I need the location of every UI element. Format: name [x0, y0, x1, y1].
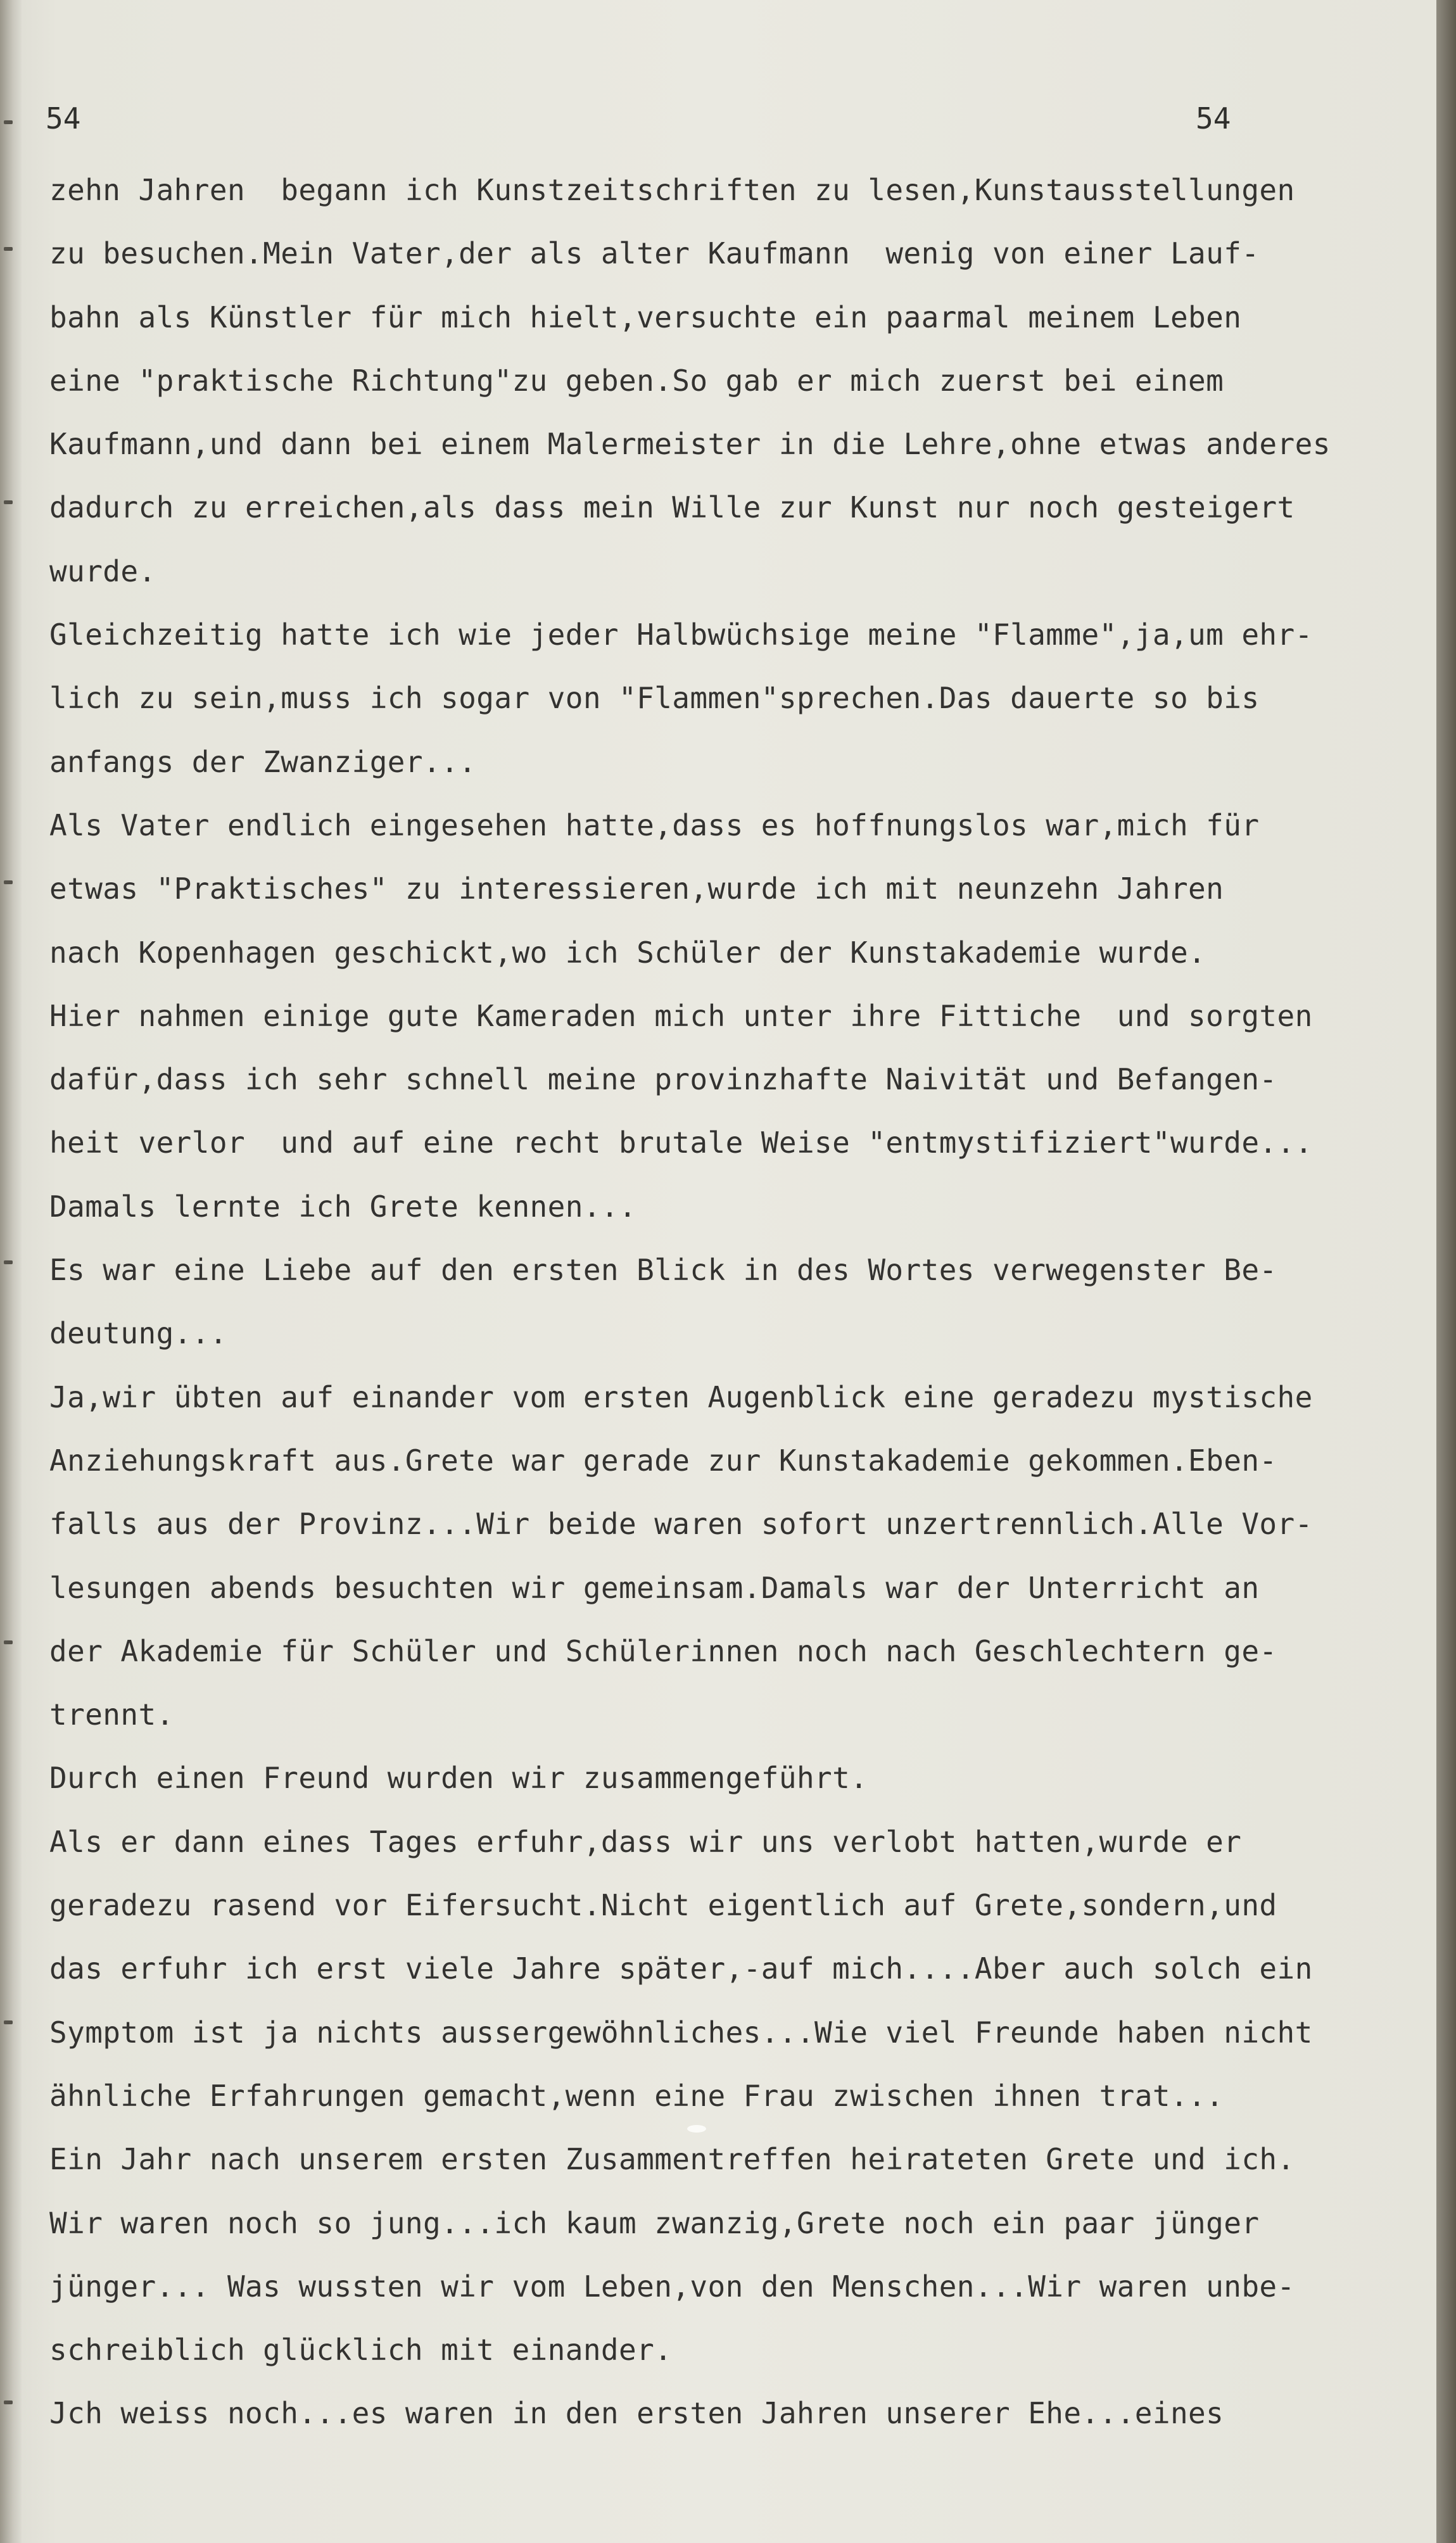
text-line: nach Kopenhagen geschickt,wo ich Schüler der Kunstakademie wurde. [49, 935, 1206, 970]
text-line: deutung... [49, 1316, 227, 1351]
page-number-right: 54 [1196, 101, 1231, 136]
text-line: geradezu rasend vor Eifersucht.Nicht eigentlich auf Grete,sondern,und [49, 1888, 1277, 1923]
binding-mark [4, 120, 13, 124]
binding-mark [4, 247, 13, 251]
paper-smudge [687, 2125, 706, 2133]
text-line: Wir waren noch so jung...ich kaum zwanzig,Grete noch ein paar jünger [49, 2205, 1260, 2240]
text-line: Ein Jahr nach unserem ersten Zusammentreffen heirateten Grete und ich. [49, 2142, 1295, 2177]
binding-mark [4, 500, 13, 504]
text-line: zehn Jahren begann ich Kunstzeitschriften zu lesen,Kunstausstellungen [49, 173, 1295, 207]
text-line: Hier nahmen einige gute Kameraden mich unter ihre Fittiche und sorgten [49, 998, 1313, 1033]
text-line: Anziehungskraft aus.Grete war gerade zur Kunstakademie gekommen.Eben- [49, 1443, 1277, 1478]
binding-spine [0, 0, 22, 2543]
text-line: Ja,wir übten auf einander vom ersten Augenblick eine geradezu mystische [49, 1379, 1313, 1414]
text-line: ähnliche Erfahrungen gemacht,wenn eine Frau zwischen ihnen trat... [49, 2078, 1224, 2113]
text-line: das erfuhr ich erst viele Jahre später,-auf mich....Aber auch solch ein [49, 1951, 1313, 1986]
text-line: trennt. [49, 1697, 174, 1732]
page-number-left: 54 [46, 101, 81, 136]
text-line: eine "praktische Richtung"zu geben.So gab er mich zuerst bei einem [49, 363, 1224, 398]
binding-mark [4, 2400, 13, 2404]
text-line: Symptom ist ja nichts aussergewöhnliches...Wie viel Freunde haben nicht [49, 2015, 1313, 2050]
text-line: lesungen abends besuchten wir gemeinsam.Damals war der Unterricht an [49, 1570, 1260, 1605]
text-line: schreiblich glücklich mit einander. [49, 2333, 673, 2368]
text-line: Jch weiss noch...es waren in den ersten Jahren unserer Ehe...eines [49, 2396, 1224, 2431]
text-line: heit verlor und auf eine recht brutale Weise "entmystifiziert"wurde... [49, 1126, 1313, 1160]
text-line: Durch einen Freund wurden wir zusammengeführt. [49, 1761, 868, 1796]
page-edge-shadow [1436, 0, 1456, 2543]
text-line: wurde. [49, 554, 156, 588]
text-line: Kaufmann,und dann bei einem Malermeister in die Lehre,ohne etwas anderes [49, 427, 1331, 462]
text-line: dadurch zu erreichen,als dass mein Wille zur Kunst nur noch gesteigert [49, 490, 1295, 525]
binding-mark [4, 1640, 13, 1644]
text-line: Als Vater endlich eingesehen hatte,dass es hoffnungslos war,mich für [49, 808, 1260, 842]
text-line: Damals lernte ich Grete kennen... [49, 1189, 637, 1224]
text-line: der Akademie für Schüler und Schülerinnen noch nach Geschlechtern ge- [49, 1633, 1277, 1668]
text-line: anfangs der Zwanziger... [49, 744, 477, 779]
text-line: jünger... Was wussten wir vom Leben,von den Menschen...Wir waren unbe- [49, 2269, 1295, 2304]
text-line: lich zu sein,muss ich sogar von "Flammen"sprechen.Das dauerte so bis [49, 681, 1260, 716]
binding-mark [4, 1260, 13, 1264]
typed-text-body [49, 158, 1436, 2445]
text-line: bahn als Künstler für mich hielt,versuchte ein paarmal meinem Leben [49, 300, 1242, 334]
text-line: etwas "Praktisches" zu interessieren,wurde ich mit neunzehn Jahren [49, 872, 1224, 906]
text-line: Als er dann eines Tages erfuhr,dass wir uns verlobt hatten,wurde er [49, 1824, 1242, 1859]
text-line: falls aus der Provinz...Wir beide waren sofort unzertrennlich.Alle Vor- [49, 1507, 1313, 1542]
text-line: dafür,dass ich sehr schnell meine provinzhafte Naivität und Befangen- [49, 1062, 1277, 1097]
text-line: Es war eine Liebe auf den ersten Blick in des Wortes verwegenster Be- [49, 1253, 1277, 1288]
binding-mark [4, 2020, 13, 2024]
text-line: zu besuchen.Mein Vater,der als alter Kaufmann wenig von einer Lauf- [49, 236, 1260, 271]
binding-mark [4, 880, 13, 884]
text-line: Gleichzeitig hatte ich wie jeder Halbwüchsige meine "Flamme",ja,um ehr- [49, 618, 1313, 652]
